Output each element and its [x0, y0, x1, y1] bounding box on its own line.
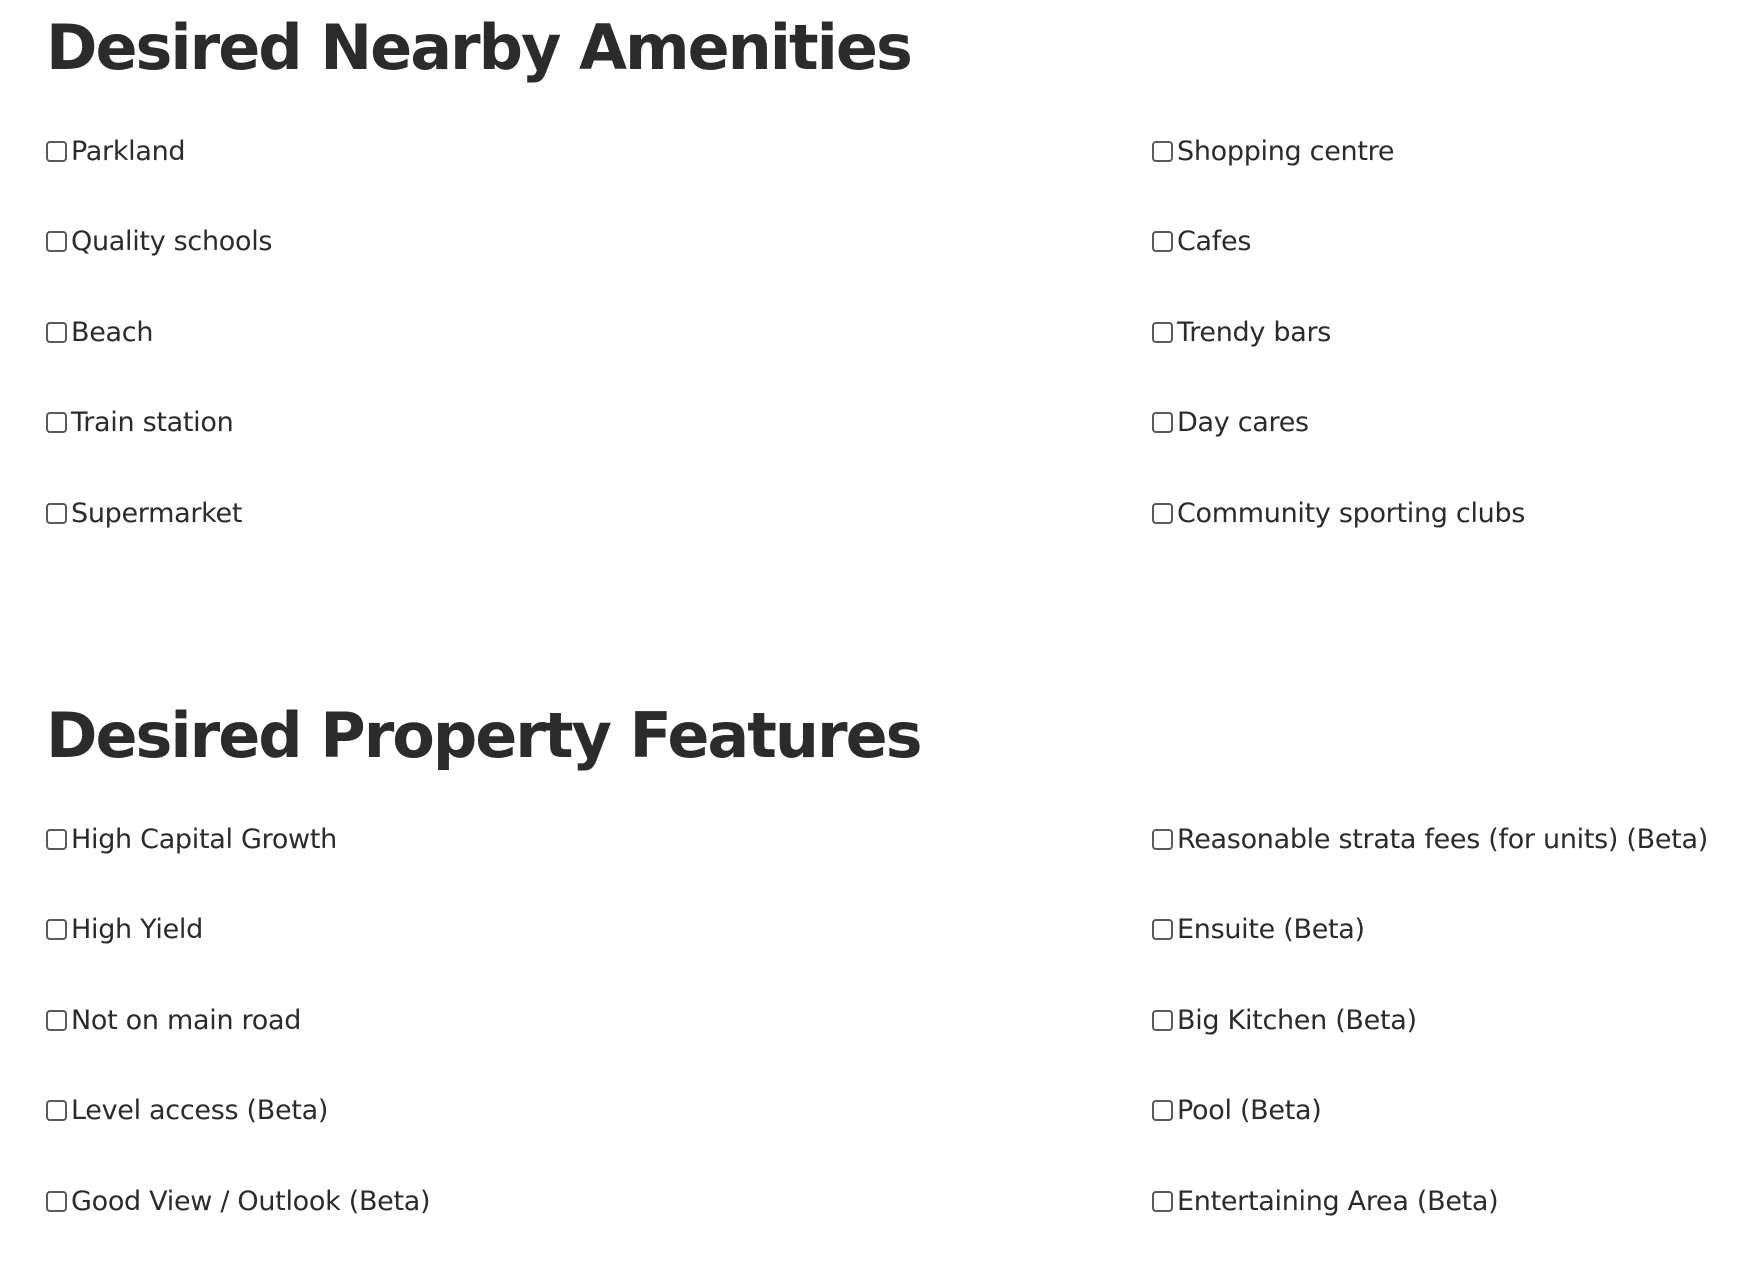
ensuite-checkbox[interactable] [1152, 919, 1173, 940]
option-community-sporting-clubs[interactable] [1152, 491, 1754, 582]
trendy-bars-label[interactable]: Trendy bars [1177, 316, 1332, 348]
amenities-right-column [1152, 129, 1754, 582]
not-on-main-road-label[interactable]: Not on main road [71, 1004, 302, 1036]
option-trendy-bars[interactable] [1152, 310, 1754, 401]
beach-checkbox[interactable] [46, 322, 67, 343]
reasonable-strata-fees-label[interactable]: Reasonable strata fees (for units) (Beta) [1177, 823, 1708, 855]
quality-schools-checkbox[interactable] [46, 231, 67, 252]
trendy-bars-checkbox[interactable] [1152, 322, 1173, 343]
option-level-access[interactable] [46, 1089, 746, 1180]
features-left-column [46, 817, 746, 1270]
train-station-label[interactable]: Train station [71, 407, 234, 438]
option-supermarket[interactable] [46, 491, 746, 582]
big-kitchen-label[interactable]: Big Kitchen (Beta) [1177, 1004, 1417, 1036]
cafes-label[interactable]: Cafes [1177, 226, 1252, 257]
option-train-station[interactable] [46, 401, 746, 492]
amenities-title: Desired Nearby Amenities [46, 11, 911, 84]
reasonable-strata-fees-checkbox[interactable] [1152, 829, 1173, 850]
parkland-label[interactable]: Parkland [71, 135, 186, 167]
features-right-column [1152, 817, 1754, 1270]
features-title: Desired Property Features [46, 699, 921, 772]
entertaining-area-label[interactable]: Entertaining Area (Beta) [1177, 1185, 1499, 1217]
cafes-checkbox[interactable] [1152, 231, 1173, 252]
good-view-outlook-checkbox[interactable] [46, 1191, 67, 1212]
option-beach[interactable] [46, 310, 746, 401]
high-yield-label[interactable]: High Yield [71, 914, 203, 945]
big-kitchen-checkbox[interactable] [1152, 1010, 1173, 1031]
option-big-kitchen[interactable] [1152, 998, 1754, 1089]
high-capital-growth-label[interactable]: High Capital Growth [71, 823, 337, 855]
level-access-label[interactable]: Level access (Beta) [71, 1095, 329, 1126]
supermarket-checkbox[interactable] [46, 503, 67, 524]
community-sporting-clubs-label[interactable]: Community sporting clubs [1177, 497, 1526, 529]
option-reasonable-strata-fees[interactable] [1152, 817, 1754, 908]
not-on-main-road-checkbox[interactable] [46, 1010, 67, 1031]
parkland-checkbox[interactable] [46, 141, 67, 162]
day-cares-label[interactable]: Day cares [1177, 407, 1309, 438]
pool-label[interactable]: Pool (Beta) [1177, 1095, 1322, 1126]
ensuite-label[interactable]: Ensuite (Beta) [1177, 914, 1365, 945]
train-station-checkbox[interactable] [46, 412, 67, 433]
shopping-centre-label[interactable]: Shopping centre [1177, 135, 1395, 167]
features-section [46, 688, 1736, 1217]
amenities-left-column [46, 129, 746, 582]
option-high-capital-growth[interactable] [46, 817, 746, 908]
high-yield-checkbox[interactable] [46, 919, 67, 940]
pool-checkbox[interactable] [1152, 1100, 1173, 1121]
quality-schools-label[interactable]: Quality schools [71, 226, 273, 257]
option-high-yield[interactable] [46, 908, 746, 999]
amenities-section [46, 0, 1736, 529]
shopping-centre-checkbox[interactable] [1152, 141, 1173, 162]
option-ensuite[interactable] [1152, 908, 1754, 999]
option-shopping-centre[interactable] [1152, 129, 1754, 220]
option-parkland[interactable] [46, 129, 746, 220]
option-good-view-outlook[interactable] [46, 1179, 746, 1270]
option-not-on-main-road[interactable] [46, 998, 746, 1089]
beach-label[interactable]: Beach [71, 316, 154, 348]
option-pool[interactable] [1152, 1089, 1754, 1180]
entertaining-area-checkbox[interactable] [1152, 1191, 1173, 1212]
option-cafes[interactable] [1152, 220, 1754, 311]
good-view-outlook-label[interactable]: Good View / Outlook (Beta) [71, 1185, 431, 1217]
community-sporting-clubs-checkbox[interactable] [1152, 503, 1173, 524]
high-capital-growth-checkbox[interactable] [46, 829, 67, 850]
supermarket-label[interactable]: Supermarket [71, 497, 243, 529]
day-cares-checkbox[interactable] [1152, 412, 1173, 433]
option-day-cares[interactable] [1152, 401, 1754, 492]
level-access-checkbox[interactable] [46, 1100, 67, 1121]
option-entertaining-area[interactable] [1152, 1179, 1754, 1270]
option-quality-schools[interactable] [46, 220, 746, 311]
